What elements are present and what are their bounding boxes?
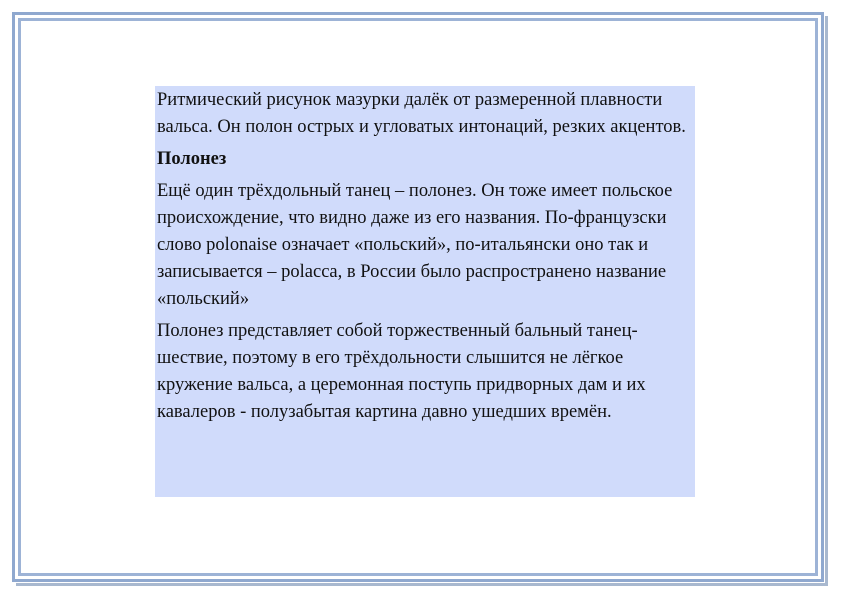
- paragraph-mazurka: Ритмический рисунок мазурки далёк от размеренной плавности вальса. Он полон острых и угловатых интонаций, резких акцентов.: [157, 90, 686, 137]
- paragraph-polonaise-description: Полонез представляет собой торжественный бальный танец-шествие, поэтому в его трёхдольности слышится не лёгкое кружение вальса, а церемонная поступь придворных дам и их кавалеров - полузабытая картина давно ушедших времён.: [157, 321, 646, 422]
- text-box: [155, 86, 695, 497]
- heading-polonaise: Полонез: [157, 149, 227, 169]
- paragraph-polonaise-origin: Ещё один трёхдольный танец – полонез. Он тоже имеет польское происхождение, что видно даже из его названия. По-французски слово polonaise означает «польский», по-итальянски оно так и записывается – polacca, в России было распространено название «польский»: [157, 181, 673, 309]
